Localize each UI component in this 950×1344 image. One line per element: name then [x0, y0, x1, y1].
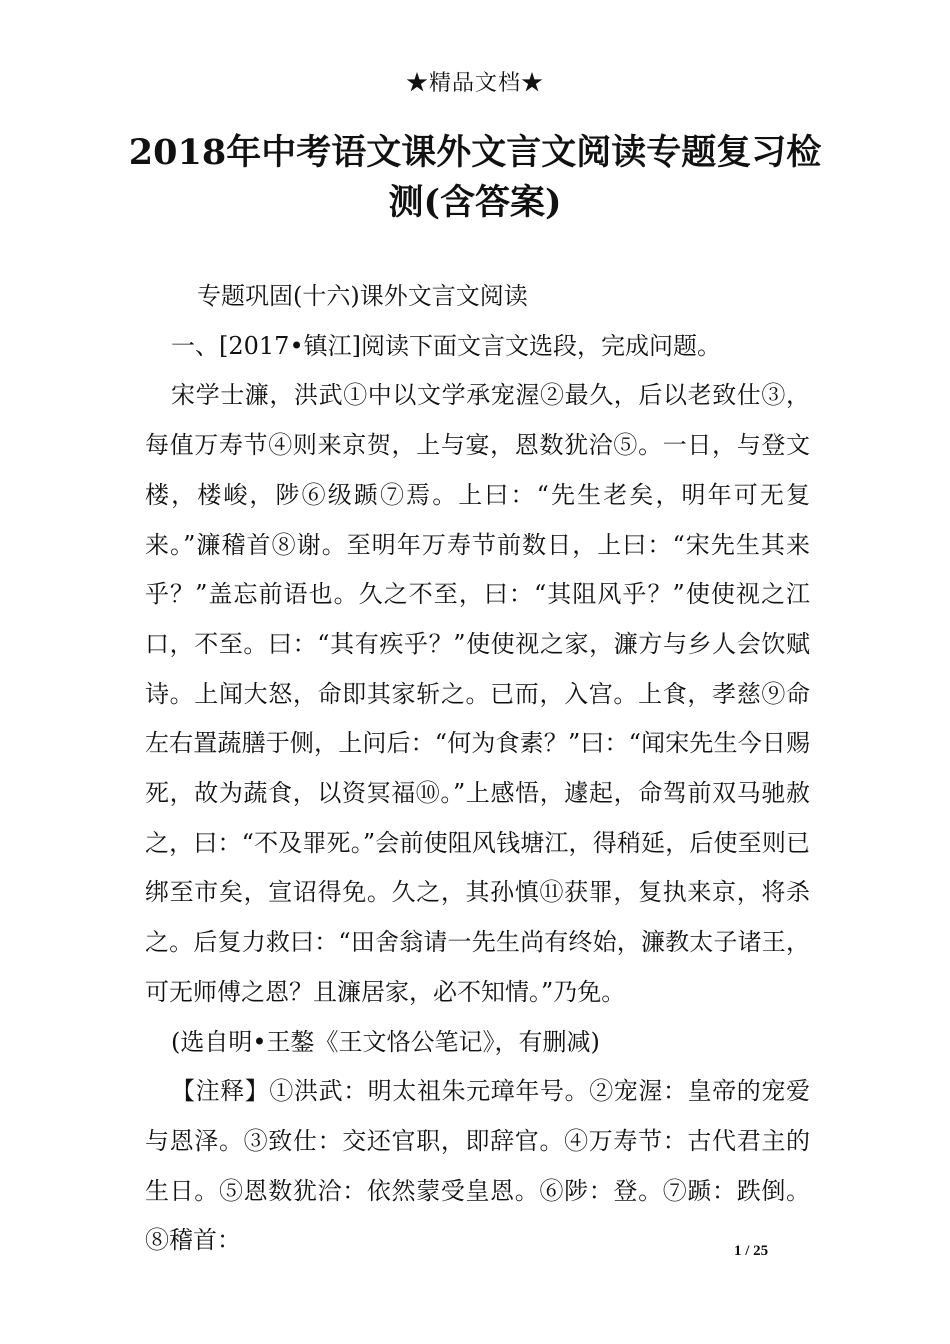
source-citation: (选自明•王鏊《王文恪公笔记》，有删减) [171, 1027, 600, 1056]
document-title: 2018年中考语文课外文言文阅读专题复习检测(含答案) [128, 132, 822, 223]
document-body [145, 272, 810, 1266]
header-mark: ★精品文档★ [405, 71, 544, 96]
annotation-notes: 【注释】①洪武：明太祖朱元璋年号。②宠渥：皇帝的宠爱与恩泽。③致仕：交还官职，即辞官。④万寿节：古代君主的生日。⑤恩数犹洽：依然蒙受皇恩。⑥陟：登。⑦踬：跌倒。⑧稽首： [145, 1077, 810, 1255]
page-number: 1 / 25 [734, 1243, 769, 1259]
classical-passage: 宋学士濂，洪武①中以文学承宠渥②最久，后以老致仕③，每值万寿节④则来京贺，上与宴，恩数犹洽⑤。一日，与登文楼，楼峻，陟⑥级踬⑦焉。上曰：“先生老矣，明年可无复来。”濂稽首⑧谢。至明年万寿节前数日，上曰：“宋先生其来乎？”盖忘前语也。久之不至，曰：“其阻风乎？”使使视之江口，不至。曰：“其有疾乎？”使使视之家，濂方与乡人会饮赋诗。上闻大怒，命即其家斩之。已而，入宫。上食，孝慈⑨命左右置蔬膳于侧，上问后：“何为食素？”曰：“闻宋先生今日赐死，故为蔬食，以资冥福⑩。”上感悟，遽起，命驾前双马驰赦之，曰：“不及罪死。”会前使阻风钱塘江，得稍延，后使至则已绑至市矣，宣诏得免。久之，其孙慎⑪获罪，复执来京，将杀之。后复力救曰：“田舍翁请一先生尚有终始，濂教太子诸王，可无师傅之恩？且濂居家，必不知情。”乃免。 [145, 381, 810, 1006]
question-heading: 一、[2017•镇江]阅读下面文言文选段，完成问题。 [171, 331, 721, 360]
section-title: 专题巩固(十六)课外文言文阅读 [197, 282, 528, 310]
